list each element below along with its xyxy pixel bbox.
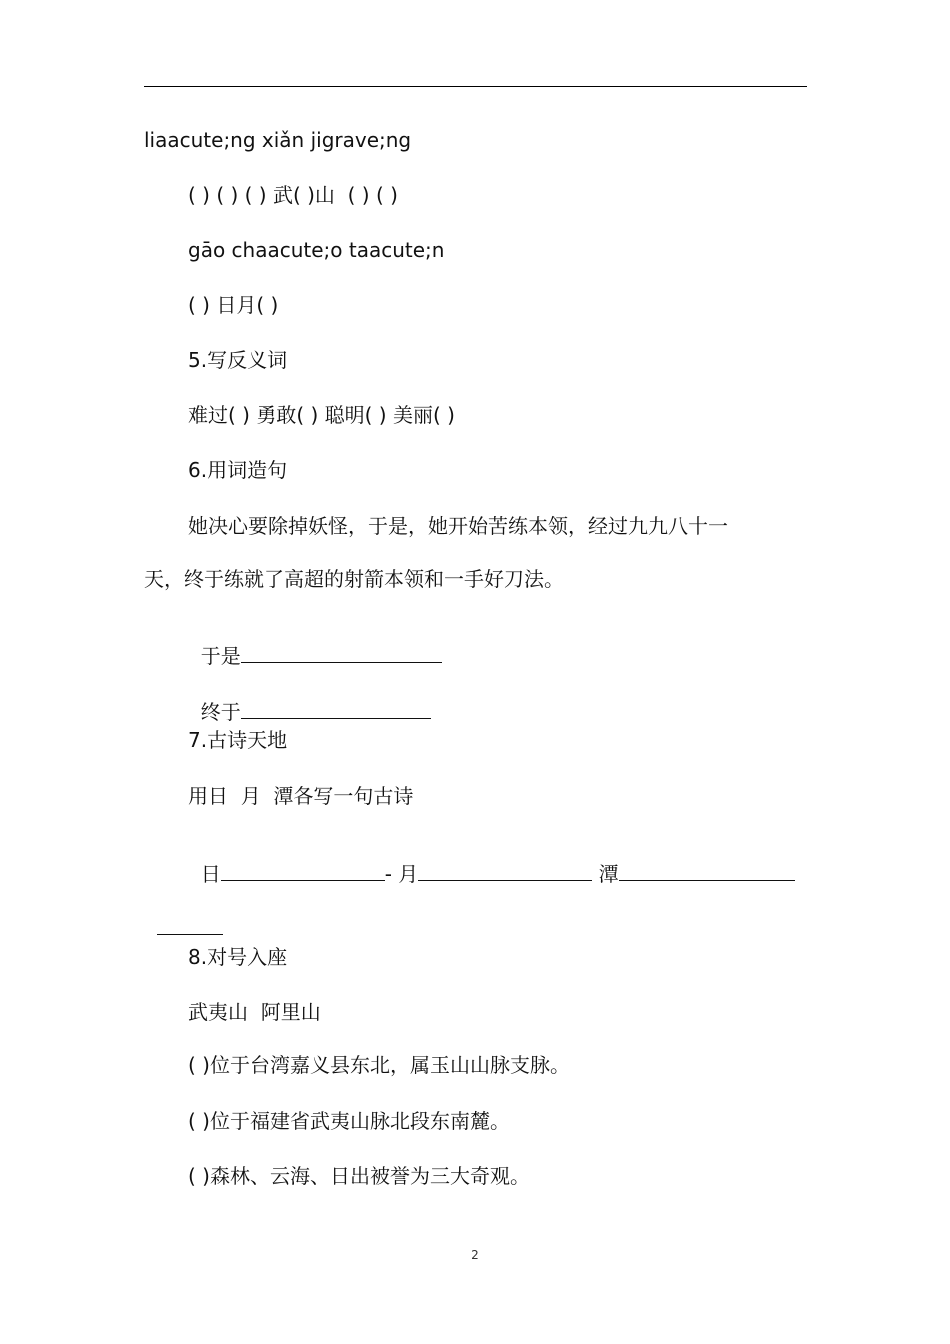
pinyin-line-1: liaacute;ng xiǎn jigrave;ng <box>144 128 412 152</box>
question-7-answers <box>188 834 795 887</box>
question-7-answer-continuation <box>144 888 223 941</box>
question-7-title: 7.古诗天地 <box>188 728 288 752</box>
dash-separator: - <box>384 862 399 886</box>
question-8-item-1: ( )位于台湾嘉义县东北，属玉山山脉支脉。 <box>188 1053 570 1077</box>
tan-blank <box>619 860 795 881</box>
question-6-answer-2 <box>188 672 431 725</box>
pinyin-line-2: gāo chaacute;o taacute;n <box>188 238 445 262</box>
yue-label: 月 <box>398 862 419 886</box>
question-8-title: 8.对号入座 <box>188 945 288 969</box>
question-6-passage-line-2: 天，终于练就了高超的射箭本领和一手好刀法。 <box>144 567 564 591</box>
question-6-passage-line-1: 她决心要除掉妖怪，于是，她开始苦练本领，经过九九八十一 <box>188 514 728 538</box>
yue-blank <box>418 860 592 881</box>
tan-label: 潭 <box>598 862 619 886</box>
fill-blank-line-2: ( ) 日月( ) <box>188 293 279 317</box>
ri-blank <box>221 860 385 881</box>
question-8-options: 武夷山 阿里山 <box>188 1000 321 1024</box>
header-rule <box>144 86 807 87</box>
answer-1-blank <box>241 642 442 663</box>
answer-2-blank <box>241 698 431 719</box>
answer-1-word: 于是 <box>200 644 241 668</box>
question-7-instruction: 用日 月 潭各写一句古诗 <box>188 784 414 808</box>
question-6-title: 6.用词造句 <box>188 458 288 482</box>
question-8-item-2: ( )位于福建省武夷山脉北段东南麓。 <box>188 1109 510 1133</box>
ri-label: 日 <box>200 862 221 886</box>
question-5-items: 难过( ) 勇敢( ) 聪明( ) 美丽( ) <box>188 403 455 427</box>
question-5-title: 5.写反义词 <box>188 348 288 372</box>
tan-blank-continued <box>157 914 223 935</box>
fill-blank-line-1: ( ) ( ) ( ) 武( )山 ( ) ( ) <box>188 183 398 207</box>
answer-2-word: 终于 <box>200 700 241 724</box>
question-8-item-3: ( )森林、云海、日出被誉为三大奇观。 <box>188 1164 530 1188</box>
page-number: 2 <box>471 1248 479 1262</box>
question-6-answer-1 <box>188 616 442 669</box>
